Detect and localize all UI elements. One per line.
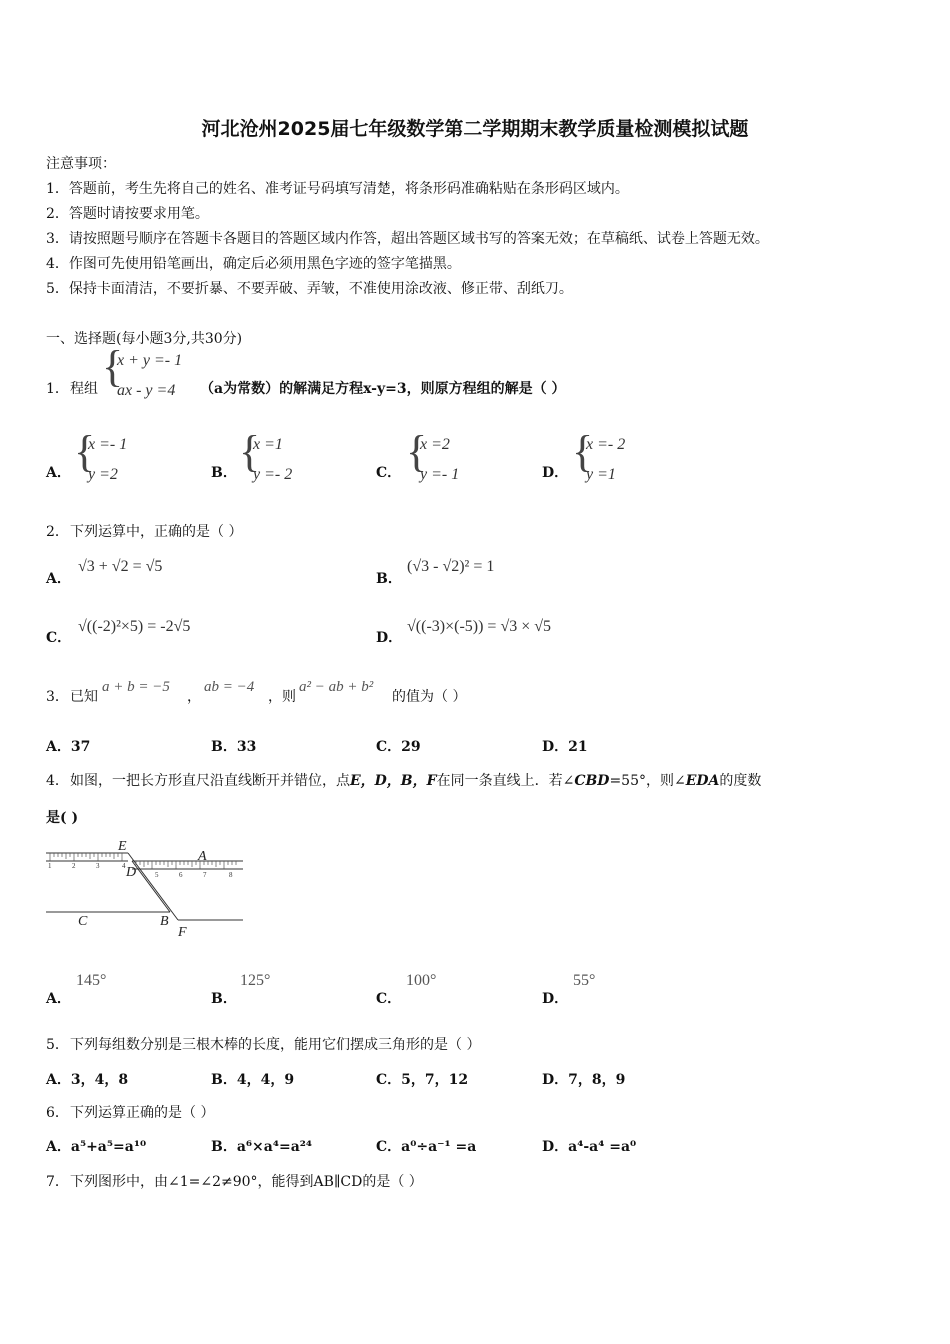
q2-option-b-label: B． [376,571,402,587]
q1-option-b-line1: x =1 [253,436,283,453]
q1-option-d-label: D． [542,465,569,481]
q1-option-c-line2: y =- 1 [420,466,460,483]
q2-option-b-expr: (√3 - √2)² = 1 [407,558,495,575]
q2-option-d-expr: √((-3)×(-5)) = √3 × √5 [407,618,552,635]
q1-equation-1: x + y =- 1 [117,352,183,369]
q2-option-c-expr: √((-2)²×5) = -2√5 [78,618,191,635]
q3-option-a: A．37 [46,739,91,755]
q1-option-a-line1: x =- 1 [88,436,128,453]
q1-equation-2: ax - y =4 [117,382,176,399]
ruler-tick-label: 6 [179,871,183,879]
q5-number: 5． [46,1037,69,1053]
q4-option-b-value: 125° [240,972,271,989]
q4-option-c-label: C． [376,991,402,1007]
ruler-tick-label: 2 [72,862,76,870]
q4-option-b-label: B． [211,991,237,1007]
notice-item: 1．答题前，考生先将自己的姓名、准考证号码填写清楚，将条形码准确粘贴在条形码区域内。 [46,181,629,197]
q5-option-a: A．3，4，8 [46,1072,129,1088]
section-heading: 一、选择题(每小题3分,共30分) [46,331,243,347]
notice-item: 5．保持卡面清洁，不要折暴、不要弄破、弄皱，不准使用涂改液、修正带、刮纸刀。 [46,281,573,297]
q1-option-a-line2: y =2 [88,466,118,483]
q3-condition-1: a + b = −5 [102,679,170,695]
q1-option-d-brace: { [572,427,594,476]
q3-separator: ， [187,689,201,705]
q4-ruler-figure [40,836,250,946]
point-label-d: D [126,865,137,880]
q3-pre: 已知 [70,689,98,705]
transversal-edbf [128,853,178,920]
q6-text: 下列运算正确的是（ ） [70,1105,215,1121]
q5-option-d: D．7，8，9 [542,1072,626,1088]
q6-option-b: B．a⁶×a⁴=a²⁴ [211,1139,313,1155]
point-label-f: F [178,925,187,940]
ruler-tick-label: 7 [203,871,207,879]
q3-option-d: D．21 [542,739,588,755]
q3-expression: a² − ab + b² [299,679,374,695]
q1-option-a-brace: { [74,427,96,476]
q1-number: 1． [46,381,69,397]
ruler-tick-label: 5 [155,871,159,879]
q1-option-d-line1: x =- 2 [586,436,626,453]
notice-item: 3．请按照题号顺序在答题卡各题目的答题区域内作答，超出答题区域书写的答案无效；在草稿纸、试卷上答题无效。 [46,231,769,247]
q4-number: 4． [46,773,69,789]
q2-option-c-label: C． [46,630,72,646]
q4-text-line2: 是( ) [46,810,79,826]
page-title: 河北沧州2025届七年级数学第二学期期末教学质量检测模拟试题 [201,118,749,140]
q5-option-c: C．5，7，12 [376,1072,469,1088]
q1-option-b-label: B． [211,465,237,481]
q1-option-c-line1: x =2 [420,436,450,453]
q1-option-c-label: C． [376,465,402,481]
q3-condition-2: ab = −4 [204,679,255,695]
point-label-b: B [160,914,169,929]
q1-option-d-line2: y =1 [586,466,616,483]
q1-text: （a为常数）的解满足方程x-y=3，则原方程组的解是（ ） [200,381,566,397]
q1-option-b-brace: { [239,427,261,476]
point-label-c: C [78,914,88,929]
q5-option-b: B．4，4，9 [211,1072,295,1088]
q4-option-d-value: 55° [573,972,596,989]
q2-text: 下列运算中，正确的是（ ） [70,524,243,540]
q4-option-c-value: 100° [406,972,437,989]
q4-text: 如图，一把长方形直尺沿直线断开并错位，点E，D，B，F在同一条直线上．若∠CBD=55°，则∠EDA的度数 [70,773,762,789]
q3-number: 3． [46,689,69,705]
q2-option-a-label: A． [46,571,71,587]
q1-pre: 程组 [70,381,98,397]
ruler-tick-label: 1 [48,862,52,870]
q6-number: 6． [46,1105,69,1121]
q2-option-a-expr: √3 + √2 = √5 [78,558,163,575]
q3-option-c: C．29 [376,739,421,755]
q1-option-b-line2: y =- 2 [253,466,293,483]
q6-option-c: C．a⁰÷a⁻¹ =a [376,1139,477,1155]
q4-option-a-value: 145° [76,972,107,989]
point-label-a: A [198,849,207,864]
notice-item: 2．答题时请按要求用笔。 [46,206,209,222]
q3-mid: ，则 [268,689,296,705]
q1-option-c-brace: { [406,427,428,476]
ruler-tick-label: 4 [122,862,126,870]
ruler-tick-label: 8 [229,871,233,879]
q1-system-brace: { [102,342,124,391]
q7-number: 7． [46,1174,69,1190]
q4-option-a-label: A． [46,991,71,1007]
q2-option-d-label: D． [376,630,403,646]
q6-option-a: A．a⁵+a⁵=a¹⁰ [46,1139,147,1155]
q2-number: 2． [46,524,69,540]
notice-heading: 注意事项： [46,156,116,172]
q5-text: 下列每组数分别是三根木棒的长度，能用它们摆成三角形的是（ ） [70,1037,481,1053]
q3-text: 的值为（ ） [392,689,467,705]
point-label-e: E [118,839,127,854]
notice-item: 4．作图可先使用铅笔画出，确定后必须用黑色字迹的签字笔描黑。 [46,256,461,272]
q4-option-d-label: D． [542,991,569,1007]
q3-option-b: B．33 [211,739,257,755]
q1-option-a-label: A． [46,465,71,481]
q7-text: 下列图形中，由∠1=∠2≠90°，能得到AB∥CD的是（ ） [70,1174,423,1190]
q6-option-d: D．a⁴-a⁴ =a⁰ [542,1139,637,1155]
ruler-tick-label: 3 [96,862,100,870]
